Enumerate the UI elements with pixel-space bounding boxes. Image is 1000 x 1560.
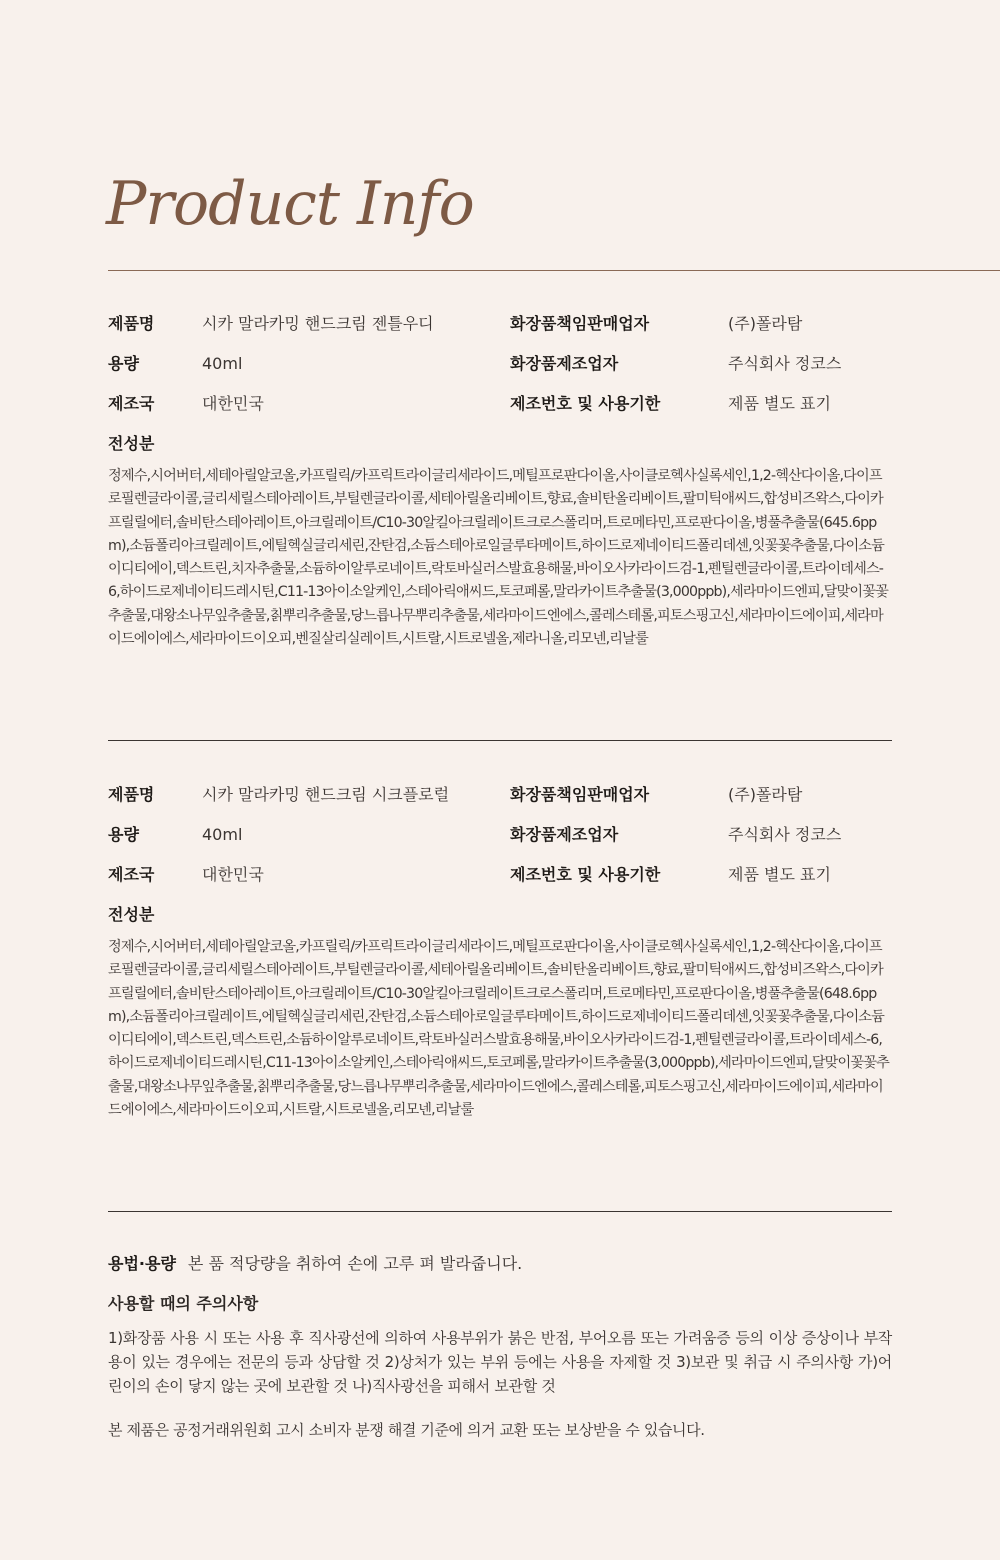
- product-info-2: [108, 783, 892, 1173]
- batch-label: 제조번호 및 사용기한: [510, 394, 661, 413]
- usage-row: [108, 1252, 522, 1276]
- name-value: 시카 말라카밍 핸드크림 젠틀우디: [202, 314, 434, 333]
- batch-label: 제조번호 및 사용기한: [510, 865, 661, 884]
- volume-value: 40ml: [202, 354, 243, 373]
- ingredients-text: 정제수,시어버터,세테아릴알코올,카프릴릭/카프릭트라이글리세라이드,메틸프로판다이올,사이클로헥사실록세인,1,2-헥산다이올,다이프로필렌글라이콜,글리세릴스테아레이트,부틸렌글라이콜,세테아릴올리베이트,향료,솔비탄올리베이트,팔미틱애씨드,합성비즈왁스,다이카프릴릴에터,솔비탄스테아레이트,아크릴레이트/C10-30알킬아크릴레이트크로스폴리머,트로메타민,프로판다이올,병풀추출물(645.6ppm),소듐폴리아크릴레이트,에틸헥실글리세린,잔탄검,소듐스테아로일글루타메이트,하이드로제네이티드폴리데센,잇꽃꽃추출물,다이소듐이디티에이,덱스트린,치자추출물,소듐하이알루로네이트,락토바실러스발효용해물,바이오사카라이드검-1,펜틸렌글라이콜,트라이데세스-6,하이드로제네이티드레시틴,C11-13아이소알케인,스테아릭애씨드,토코페롤,말라카이트추출물(3,000ppb),세라마이드엔피,달맞이꽃꽃추출물,대왕소나무잎추출물,칡뿌리추출물,당느릅나무뿌리추출물,세라마이드엔에스,콜레스테롤,피토스핑고신,세라마이드에이피,세라마이드에이에스,세라마이드이오피,벤질살리실레이트,시트랄,시트로넬올,제라니올,리모넨,리날룰: [108, 468, 888, 648]
- seller-label: 화장품책임판매업자: [510, 785, 650, 804]
- seller-label: 화장품책임판매업자: [510, 314, 650, 333]
- product-info-1: [108, 312, 892, 702]
- notice-text: 본 제품은 공정거래위원회 고시 소비자 분쟁 해결 기준에 의거 교환 또는 보상받을 수 있습니다.: [108, 1421, 705, 1439]
- ingredients-label: 전성분: [108, 434, 155, 453]
- batch-value: 제품 별도 표기: [728, 865, 831, 884]
- batch-value: 제품 별도 표기: [728, 394, 831, 413]
- maker-label: 화장품제조업자: [510, 354, 619, 373]
- seller-value: (주)폴라탐: [728, 314, 803, 333]
- section-divider: [108, 740, 892, 741]
- ingredients-text: 정제수,시어버터,세테아릴알코올,카프릴릭/카프릭트라이글리세라이드,메틸프로판다이올,사이클로헥사실록세인,1,2-헥산다이올,다이프로필렌글라이콜,글리세릴스테아레이트,부틸렌글라이콜,세테아릴올리베이트,솔비탄올리베이트,향료,팔미틱애씨드,합성비즈왁스,다이카프릴릴에터,솔비탄스테아레이트,아크릴레이트/C10-30알킬아크릴레이트크로스폴리머,트로메타민,프로판다이올,병풀추출물(648.6ppm),소듐폴리아크릴레이트,에틸헥실글리세린,잔탄검,소듐스테아로일글루타메이트,하이드로제네이티드폴리데센,잇꽃꽃추출물,다이소듐이디티에이,덱스트린,덱스트린,소듐하이알루로네이트,락토바실러스발효용해물,바이오사카라이드검-1,펜틸렌글라이콜,트라이데세스-6,하이드로제네이티드레시틴,C11-13아이소알케인,스테아릭애씨드,토코페롤,말라카이트추출물(3,000ppb),세라마이드엔피,달맞이꽃꽃추출물,대왕소나무잎추출물,칡뿌리추출물,당느릅나무뿌리추출물,세라마이드엔에스,콜레스테롤,피토스핑고신,세라마이드에이피,세라마이드에이에스,세라마이드이오피,시트랄,시트로넬올,리모넨,리날룰: [108, 939, 889, 1119]
- origin-value: 대한민국: [202, 394, 264, 413]
- title-divider: [108, 270, 1000, 271]
- usage-label: 용법·용량: [108, 1254, 176, 1273]
- ingredients-label: 전성분: [108, 905, 155, 924]
- volume-label: 용량: [108, 354, 139, 373]
- page-title: Product Info: [106, 169, 474, 239]
- origin-label: 제조국: [108, 394, 155, 413]
- maker-value: 주식회사 정코스: [728, 354, 842, 373]
- volume-value: 40ml: [202, 825, 243, 844]
- name-value: 시카 말라카밍 핸드크림 시크플로럴: [202, 785, 450, 804]
- maker-label: 화장품제조업자: [510, 825, 619, 844]
- name-label: 제품명: [108, 314, 155, 333]
- origin-value: 대한민국: [202, 865, 264, 884]
- seller-value: (주)폴라탐: [728, 785, 803, 804]
- origin-label: 제조국: [108, 865, 155, 884]
- name-label: 제품명: [108, 785, 155, 804]
- caution-label: 사용할 때의 주의사항: [108, 1294, 259, 1313]
- section-divider: [108, 1211, 892, 1212]
- caution-text: 1)화장품 사용 시 또는 사용 후 직사광선에 의하여 사용부위가 붉은 반점, 부어오름 또는 가려움증 등의 이상 증상이나 부작용이 있는 경우에는 전문의 등과 상담할 것 2)상처가 있는 부위 등에는 사용을 자제할 것 3)보관 및 취급 시 주의사항 가)어린이의 손이 닿지 않는 곳에 보관할 것 나)직사광선을 피해서 보관할 것: [108, 1329, 892, 1395]
- usage-text: 본 품 적당량을 취하여 손에 고루 펴 발라줍니다.: [187, 1254, 523, 1273]
- maker-value: 주식회사 정코스: [728, 825, 842, 844]
- volume-label: 용량: [108, 825, 139, 844]
